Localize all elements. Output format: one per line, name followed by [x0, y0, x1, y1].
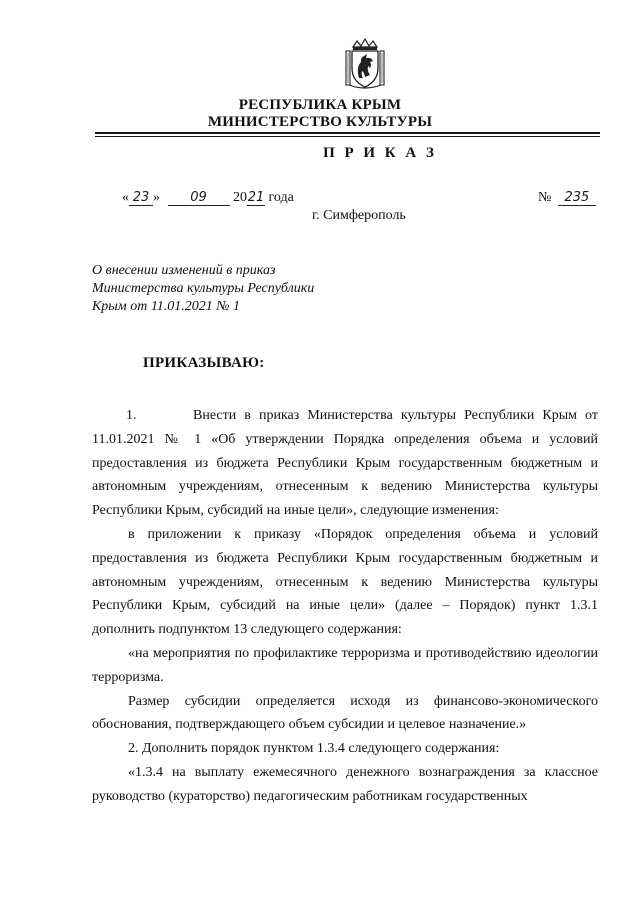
org-name-line2: МИНИСТЕРСТВО КУЛЬТУРЫ [207, 114, 433, 130]
number-value-handwritten: 235 [558, 191, 596, 206]
subject-line3: Крым от 11.01.2021 № 1 [92, 299, 240, 314]
paragraph-4: Размер субсидии определяется исходя из финансово-экономического обоснования, подтверждающего объем субсидии и целевое назначение.» [92, 693, 598, 733]
order-body [92, 404, 602, 809]
paragraph-2: в приложении к приказу «Порядок определения объема и условий предоставления из бюджета Республики Крым государственным бюджетным и автономным учреждениям, отнесенным к ведению Министерства культуры Республики Крым, субсидий на иные цели» (далее – Порядок) пункт 1.3.1 дополнить подпунктом 13 следующего содержания: [92, 526, 598, 638]
paragraph-6: «1.3.4 на выплату ежемесячного денежного вознаграждения за классное руководство (кураторство) педагогическим работникам государственных [92, 764, 598, 804]
date-open-quote: « [122, 190, 129, 205]
date-month-handwritten: 09 [168, 191, 230, 206]
document-number [538, 190, 596, 206]
date-close-quote: » [153, 190, 160, 205]
paragraph-1: 1. Внести в приказ Министерства культуры Республики Крым от 11.01.2021 № 1 «Об утверждении Порядка определения объема и условий предоставления из бюджета Республики Крым государственным бюджетным и автономным учреждениям, отнесенным к ведению Министерства культуры Республики Крым, субсидий на иные цели», следующие изменения: [92, 408, 602, 519]
subject-line1: О внесении изменений в приказ [92, 263, 276, 278]
document-city: г. Симферополь [312, 208, 406, 223]
order-directive-heading: ПРИКАЗЫВАЮ: [143, 355, 265, 371]
paragraph-5: 2. Дополнить порядок пунктом 1.3.4 следующего содержания: [128, 741, 500, 757]
date-year-prefix: 20 [233, 190, 247, 205]
paragraph-3: «на мероприятия по профилактике терроризма и противодействию идеологии терроризма. [92, 645, 598, 685]
document-type-title: П Р И К А З [323, 145, 437, 161]
order-subject [92, 262, 314, 316]
header-rule-thick [95, 132, 600, 134]
date-day-handwritten: 23 [129, 191, 153, 206]
date-year-word: года [268, 190, 294, 205]
org-name-line1: РЕСПУБЛИКА КРЫМ [238, 97, 402, 113]
number-label: № [538, 190, 552, 205]
coat-of-arms-emblem [343, 38, 387, 90]
subject-line2: Министерства культуры Республики [92, 281, 315, 296]
header-rule-thin [95, 136, 600, 137]
date-year-handwritten: 21 [247, 190, 265, 205]
document-date [122, 190, 294, 206]
